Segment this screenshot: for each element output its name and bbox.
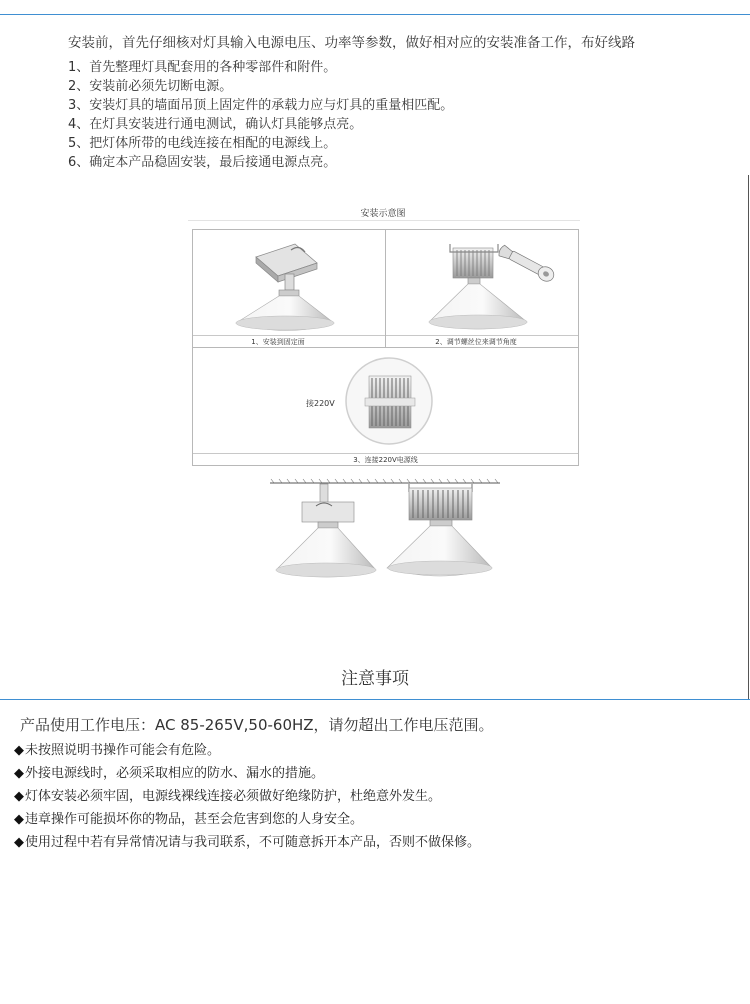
warning-item: ◆使用过程中若有异常情况请与我司联系，不可随意拆开本产品，否则不做保修。 xyxy=(14,835,481,850)
warning-item: ◆违章操作可能损坏你的物品，甚至会危害到您的人身安全。 xyxy=(14,812,364,827)
panel-mount xyxy=(192,229,386,348)
notes-divider xyxy=(0,699,750,700)
connect-220v-label: 接220V xyxy=(306,399,335,408)
warning-list xyxy=(14,739,480,854)
warning-item: ◆外接电源线时，必须采取相应的防水、漏水的措施。 xyxy=(14,766,325,781)
top-divider xyxy=(0,14,750,15)
step-item: 1、首先整理灯具配套用的各种零部件和附件。 xyxy=(68,60,337,75)
intro-text: 安装前，首先仔细核对灯具输入电源电压、功率等参数，做好相对应的安装准备工作，布好线路 xyxy=(68,35,635,51)
step-item: 2、安装前必须先切断电源。 xyxy=(68,79,233,94)
diamond-bullet-icon: ◆ xyxy=(14,835,24,850)
notes-title: 注意事项 xyxy=(341,669,409,689)
panel2-caption: 2、调节螺丝位来调节角度 xyxy=(435,338,517,346)
panel1-caption: 1、安装到固定面 xyxy=(251,338,305,346)
step-item: 4、在灯具安装进行通电测试，确认灯具能够点亮。 xyxy=(68,117,363,132)
panel3-caption: 3、连接220V电源线 xyxy=(353,456,418,464)
power-connection-illustration xyxy=(193,348,580,453)
diamond-bullet-icon: ◆ xyxy=(14,743,24,758)
install-steps xyxy=(68,58,453,172)
diamond-bullet-icon: ◆ xyxy=(14,812,24,827)
panel-connect xyxy=(192,347,579,466)
warning-item: ◆灯体安装必须牢固，电源线裸线连接必须做好绝缘防护，杜绝意外发生。 xyxy=(14,789,442,804)
diamond-bullet-icon: ◆ xyxy=(14,789,24,804)
lamp-mount-illustration xyxy=(193,230,387,335)
panel-adjust xyxy=(385,229,579,348)
step-item: 3、安装灯具的墙面吊顶上固定件的承载力应与灯具的重量相匹配。 xyxy=(68,98,454,113)
figure-title: 安装示意图 xyxy=(360,209,406,219)
step-item: 5、把灯体所带的电线连接在相配的电源线上。 xyxy=(68,136,337,151)
wrench-icon xyxy=(497,243,557,284)
figure-title-rule xyxy=(188,220,580,221)
voltage-notice: 产品使用工作电压：AC 85-265V,50-60HZ，请勿超出工作电压范围。 xyxy=(20,716,494,734)
ceiling-lamps-illustration xyxy=(270,478,510,588)
right-edge-line xyxy=(748,175,749,700)
step-item: 6、确定本产品稳固安装，最后接通电源点亮。 xyxy=(68,155,337,170)
lamp-adjust-illustration xyxy=(386,230,580,335)
diamond-bullet-icon: ◆ xyxy=(14,766,24,781)
warning-item: ◆未按照说明书操作可能会有危险。 xyxy=(14,743,221,758)
